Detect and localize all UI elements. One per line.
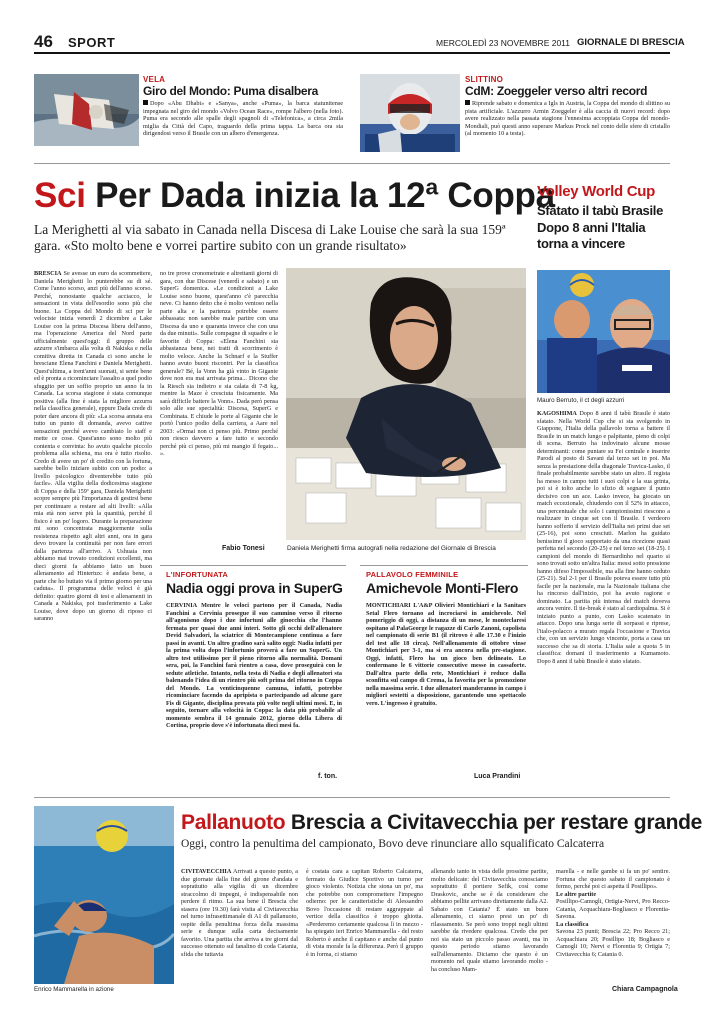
- pallanuoto-photo-caption: Enrico Mammarella in azione: [34, 986, 114, 993]
- volley-body: KAGOSHIMA Dopo 8 anni il tabù Brasile è stato sfatato. Nella World Cup che si sta svolgendo in Giappone, l'Italia della pallavolo torna a battere il Brasile in un match lungo e palpitante, pieno di colpi di scena. Berruto ha indovinato alcune mosse determinanti: come puntare su Fei centrale e inserire Parodi al posto di Savani dal terzo set in poi. Ma senza la prestazione della diagonale Travica-Lasko, il finale probabilmente sarebbe stato un altro. Il regista ha messo in campo tutti i suoi colpi e la sua grinta, poi si è tolto anche lo sfizio di segnare il punto decisivo con un ace. Lasko invece, ha giocato un match eccezionale, chiudendo con il 52% in attacco, una percentuale che solo i campionissimi riescono a realizzare in cinque set con il Brasile. I verdeoro hanno sofferto il servizio dell'Italia nei primi due set (25-16), poi sono cresciuti. Marlon ha guidato benissimo il gioco supportato da una ricezione quasi perfetta nel secondo (20-25) e nel terzo set (18-25). I campioni del mondo di Bernardinho nel quarto si sono trovati sotto un'altra Italia: messi sotto pressione hanno difeso l'impossibile, ma alla fine hanno ceduto (25-21). Sul 2-1 per il Brasile poteva essere tutto più facile per la nazionale, ma la Nazionale italiana che ha rincorso dall'inizio, poi ha avuto ragione e dominato. La partita più intensa del match doveva ancora venire. Il tie-break è stato al cardiopalma. Si è iniziato punto a punto, con Lasko scatenato in attacco. Dopo una lunga serie di sorpassi e riprese, l'italo-polacco a murato regala l'occasione e Travica che, con un servizio lungo vincente, porta a casa un successo che sa di storia. L'Italia sale a quota 5 in classifica: domani il trasferimento a Kumamoto. Dopo 8 anni il tabù Brasile è stato sfatato.: [537, 410, 670, 665]
- vela-kicker: VELA: [143, 75, 166, 84]
- main-byline: Fabio Tonesi: [222, 545, 265, 552]
- volley-kicker: Volley World Cup: [537, 183, 655, 200]
- infortunata-body: CERVINIA Mentre le veloci partono per il Canada, Nadia Fanchini a Cervinia prosegue il suo cammino verso il ritorno all'agonismo dopo i due infortuni alle ginocchia che l'hanno fermata per quasi due anni interi. Sotto gli occhi dell'allenatore Devid Salvadori, la sciatrice di Montecampione continua a fare passi in avanti. Un altro gradino sarà salito oggi: Nadia infatti per la prima volta dopo l'infortunio proverà a fare un SuperG. Un altro test utilissimo per il pieno ritorno alla normalità. Domani sera, poi, la Fanchini farà rientro a casa, dove proseguirà con le sedute atletiche. Intanto, nella testa di Nadia e degli allenatori sta balenando l'idea di un rientro più soft prima del ritorno in Coppa del Mondo. La venticinquenne camuna, infatti, potrebbe ricominciare facendo da apripista o partecipando ad alcune gare Fis di Gigante, disciplina provata più volte negli ultimi mesi. E, in seguito, tornare alla velocità in Coppa: la data più probabile al momento sembra il 14 gennaio 2012, giorno della Libera di Cortina, proprio dove s'è infortunata dieci mesi fa.: [166, 602, 342, 729]
- volley-photo-caption: Mauro Berruto, il ct degli azzurri: [537, 397, 625, 404]
- main-headline: [34, 176, 555, 216]
- main-col1: BRESCIA Se avesse un euro da scommettere, Daniela Merighetti lo punterebbe su di sé. Come l'anno scorso, anzi più dell'anno scorso. Perché, nonostante qualche acciacco, le sensazioni in vista dell'esordio sono più che buone. La Coppa del Mondo di sci per le velociste inizia venerdì 2 dicembre a Lake Louise con la prima Discesa libera dell'anno, ma l'operazione America del Nord parte ufficialmente quest'oggi: il gruppo delle azzurre s'imbarca alla volta di Nakiska e nella comitiva diretta in Canada ci sono anche le bresciane Elena Fanchini e Daniela Merighetti. Quest'ultima, a trent'anni suonati, si sente bene ed è pronta a ricominciare l'assalto a quel podio sfuggito per un soffio proprio un anno fa in Canada. La scorsa stagione è stata comunque positiva (alla fine è stata la migliore azzurra nella classifica generale), eppure Dada crede di poter dare ancora di più: «La scorsa annata era tutto un punto di domanda, avevo cattive sensazioni perché avevo cambiato lo staff e mette ce cose. Quest'anno sono molto più contenta e convinta: ho avuto qualche piccolo problema alla schiena, ma ora è tutto risolto. Credo di avere un po' di credito con la fortuna, sarebbe bello iniziare subito con un podio: a livello psicologico diventerebbe tutto più facile». Alla vigilia della dodicesima stagione di Coppa e della 159ª gara, Daniela Merighetti scopre sempre più l'importanza di gestirsi bene per continuare a restare ad alti livelli: «Alla mia età non serve più la quantità, perché il fisico è un po' logoro. Durante la preparazione mi sono concentrata maggiormente sulla resistenza rispetto agli altri anni, ora in gara devo trovare la continuità per non fare errori dalla partenza all'arrivo. A Ushuaia non abbiamo mai trovato condizioni eccellenti, ma dieci giorni fa abbiamo fatto un buon allenamento ad Hintertux: è andata bene, a parte che ho buttato via il primo giorno per una caduta». Il programma delle veloci è già definito: quattro giorni di test e allenamenti in Canada a Nakiska, poi trasferimento a Lake Louise, dove dopo un giorno di riposo ci saranno: [34, 270, 152, 622]
- standings-heading: La classifica: [556, 920, 589, 928]
- pallanuoto-title: Brescia a Civitavecchia per restare grande: [290, 811, 703, 834]
- volley-title: Sfatato il tabù Brasile Dopo 8 anni l'Italia torna a vincere: [537, 203, 664, 251]
- infortunata-top-rule: [160, 565, 346, 566]
- pallanuoto-byline: Chiara Campagnola: [612, 986, 678, 993]
- pallanuoto-col1: CIVITAVECCHIA Arrivati a questo punto, a due giornate dalla fine del girone d'andata e soprattutto alla vigilia di un dicembre straccolmo di impegni, è indispensabile non perdere il ritmo. La sua bene il Brescia che stasera (ore 19.30) farà visita al Civitavecchia nel turno infrasettimanale di A1 di pallanuoto, ospite della penultima forza della massima serie e dunque sulla carta decisamente favorito. Una partita che arriva a tre giorni dal successo ottenuto sul fanalino di coda Catania, sfida che tuttavia: [181, 868, 298, 958]
- pallavolo-kicker: PALLAVOLO FEMMINILE: [366, 570, 459, 579]
- vela-body: Dopo «Abu Dhabi» e «Sanya», anche «Puma», la barca statunitense impegnata nel giro del mondo «Volvo Ocean Race», rompe l'albero (nella foto). Puma era secondo alle spalle degli spagnoli di «Telefonica», a circa 2mila miglia da Città del Capo, traguardo della prima tappa. La barca ora sta dirigendosi verso il Brasile con un albero d'emergenza.: [143, 100, 343, 137]
- pallanuoto-col2: è costata cara a capitan Roberto Calcaterra, fermato da Giudice Sportivo un turno per gioco violento. Notizia che stona un po', ma che potrebbe non compromettere l'impegno odierno: per le caratteristiche di Alessandro Bovo l'occasione di restare aggrappate al vertice della classifica è troppo ghiotta. «Perderemo certamente qualcosa lì in mezzo - ha spiegato ieri Enrico Mammarella - del resto Roberto è anche il capitano e anche dal punto di vista morale fa la differenza. Però il gruppo è in forma, ci stiamo: [306, 868, 423, 958]
- header-rule: [34, 52, 670, 54]
- slittino-title: CdM: Zoeggeler verso altri record: [465, 84, 648, 98]
- infortunata-byline: f. ton.: [318, 773, 338, 780]
- vela-title: Giro del Mondo: Puma disalbera: [143, 84, 319, 98]
- berruto-photo: [537, 270, 670, 393]
- infortunata-title: Nadia oggi prova in SuperG: [166, 580, 343, 596]
- water-polo-photo: [34, 806, 174, 984]
- slittino-kicker: SLITTINO: [465, 75, 504, 84]
- main-title: Per Dada inizia la 12ª Coppa: [95, 176, 555, 215]
- main-dateline: BRESCIA: [34, 270, 62, 277]
- main-subtitle: La Merighetti al via sabato in Canada nella Discesa di Lake Louise che sarà la sua 159ª gara. «Sto molto bene e vorrei partire subito con un grande risultato»: [34, 222, 506, 253]
- pallavolo-byline: Luca Prandini: [474, 773, 521, 780]
- slittino-body: Riprende sabato e domenica a Igls in Austria, la Coppa del mondo di slittino su pista artificiale. L'azzurro Armin Zoeggeler è alla caccia di nuovi record: dopo avere realizzato nella passata stagione l'ennesima accoppiata Coppa del mondo-Mondiali, può questi anno superare Markus Prock nel conto delle sfere di cristallo (al momento 10 a testa).: [465, 100, 670, 137]
- main-photo-caption: Daniela Merighetti firma autografi nella redazione del Giornale di Brescia: [287, 545, 496, 552]
- briefs-bottom-rule: [34, 163, 670, 164]
- pallavolo-dateline: MONTICHIARI: [366, 602, 411, 609]
- pallanuoto-headline: [181, 810, 702, 836]
- bullet-icon: [143, 100, 148, 105]
- pallavolo-title: Amichevole Monti-Flero: [366, 580, 519, 596]
- main-kicker: Sci: [34, 176, 86, 215]
- infortunata-dateline: CERVINIA: [166, 602, 197, 609]
- pallavolo-body: MONTICHIARI L'A&P Olivieri Montichiari e la Sanitars Setal Flero tornano ad incrociarsi in amichevole. Nel pomeriggio di oggi, a distanza di un mese, le monteclaresi ospitano al PalaGeorge le ragazze di Carlo Zanoni, capolista nel campionato di serie B1 (il ritrovo è alle 17.30 e l'inizio del test alle 18 circa). Nell'allenamento di ottobre vinse Montichiari per 3-1, ma si era ancora nella pre-stagione. Oggi, infatti, Flero ha un gioco ben delineato. Lo confermano le 6 vittorie consecutive messe in cassaforte. Dall'altra parte della rete, Montichiari è reduce dalla sconfitta sul campo di Crema, la favorita per la promozione nella massima serie. I due allenatori manderanno in campo i migliori sestetti a disposizione, garantendo uno spettacolo vero. L'ingresso è gratuito.: [366, 602, 526, 707]
- pallanuoto-col4: marella - e nelle gambe si fa un po' sentire. Fortuna che questo sabato il campionato è fermo, perché poi ci aspetta il Posillipo». Le altre partite Posillipo-Camogli, Ortigia-Nervi, Pro Recco-Catania, Acquachiara-Bogliasco e Florentia-Savona. La classifica Savona 23 punti; Brescia 22; Pro Recco 21; Acquachiara 20; Posillipo 18; Bogliasco e Camogli 10; Nervi e Florentia 9; Ortigia 7; Civitavecchia 6; Catania 0.: [556, 868, 670, 958]
- main-col2: no tre prove cronometrate e altrettanti giorni di gara, con due Discese (venerdì e sabato) e un SuperG domenica. «Le condizioni a Lake Louise sono buone, quest'anno c'è parecchia neve. Ci hanno detto che è molto ventoso nella parte alta e la partenza potrebbe essere abbassata: non sarebbe male partire con una Discesa da uno e quaranta invece che con una da due minuti». Sulle compagne di squadre e le favorite di Coppa: «Elena Fanchini sta abbastanza bene, nei tratti di scorrimento è molto veloce. Anche la Schnarf e la Stuffer hanno avuto buoni riscontri. Per la classifica generale? Bé, la Vonn ha già vinto in Gigante dove non era mai arrivata prima... Dicono che la Riesch sia indietro e sia calata di 7-8 kg, mentre la Maze è cresciuta fisicamente. Ma sarà difficile battere la Vonn». Dada però pensa solo alle sue specialità: Discesa, SuperG e Combinata. E chiude le porte al Gigante che le portò l'unico podio della carriera, a Aare nel 2003: «Ormai non ci penso più. Primo perché non riesco davvero a fare tutto e secondo perché più ci penso, più mi mangio il fegato... ».: [160, 270, 278, 457]
- pallanuoto-col3: allenando tanto in vista delle prossime partite, molto delicate: del Civitavecchia conosciamo soprattutto il portiere Sefik, così come Draskovic, anche se è da considerare che abbiamo pellite arrivano direttamente dalla A2. Sabato con Catania? È stato un buon allenamento, ci siamo presi un po' di rilassamento. Se però sono troppi negli ultimi sarebbe da rivedere qualcosa. Credo che per noi sia stato un piccolo passo avanti, ma in questo periodo stiamo lavorando sull'allenamento. Diciamo che questo è un momento nel quale stiamo lavorando molto - ha concluso Mam-: [431, 868, 548, 973]
- pallavolo-top-rule: [360, 565, 528, 566]
- other-matches-list: Posillipo-Camogli, Ortigia-Nervi, Pro Recco-Catania, Acquachiara-Bogliasco e Florentia-Savona.: [556, 898, 670, 920]
- luge-athlete-photo: [360, 74, 460, 152]
- standings-list: Savona 23 punti; Brescia 22; Pro Recco 21; Acquachiara 20; Posillipo 18; Bogliasco e Camogli 10; Nervi e Florentia 9; Ortigia 7; Civitavecchia 6; Catania 0.: [556, 928, 670, 958]
- infortunata-kicker: L'INFORTUNATA: [166, 570, 229, 579]
- pallanuoto-subtitle: Oggi, contro la penultima del campionato, Bovo deve rinunciare allo squalificato Calcaterra: [181, 838, 605, 850]
- sailboat-photo: [34, 74, 139, 146]
- section-label: SPORT: [68, 35, 116, 50]
- volley-dateline: KAGOSHIMA: [537, 410, 577, 417]
- page-number: 46: [34, 32, 53, 51]
- issue-date: MERCOLEDÌ 23 NOVEMBRE 2011: [436, 38, 570, 48]
- pallanuoto-dateline: CIVITAVECCHIA: [181, 868, 232, 875]
- pallanuoto-kicker: Pallanuoto: [181, 811, 286, 834]
- bullet-icon: [465, 100, 470, 105]
- newspaper-name: GIORNALE DI BRESCIA: [577, 37, 685, 48]
- pallanuoto-top-rule: [34, 797, 670, 798]
- merighetti-photo: [286, 268, 526, 540]
- other-matches-heading: Le altre partite: [556, 890, 597, 898]
